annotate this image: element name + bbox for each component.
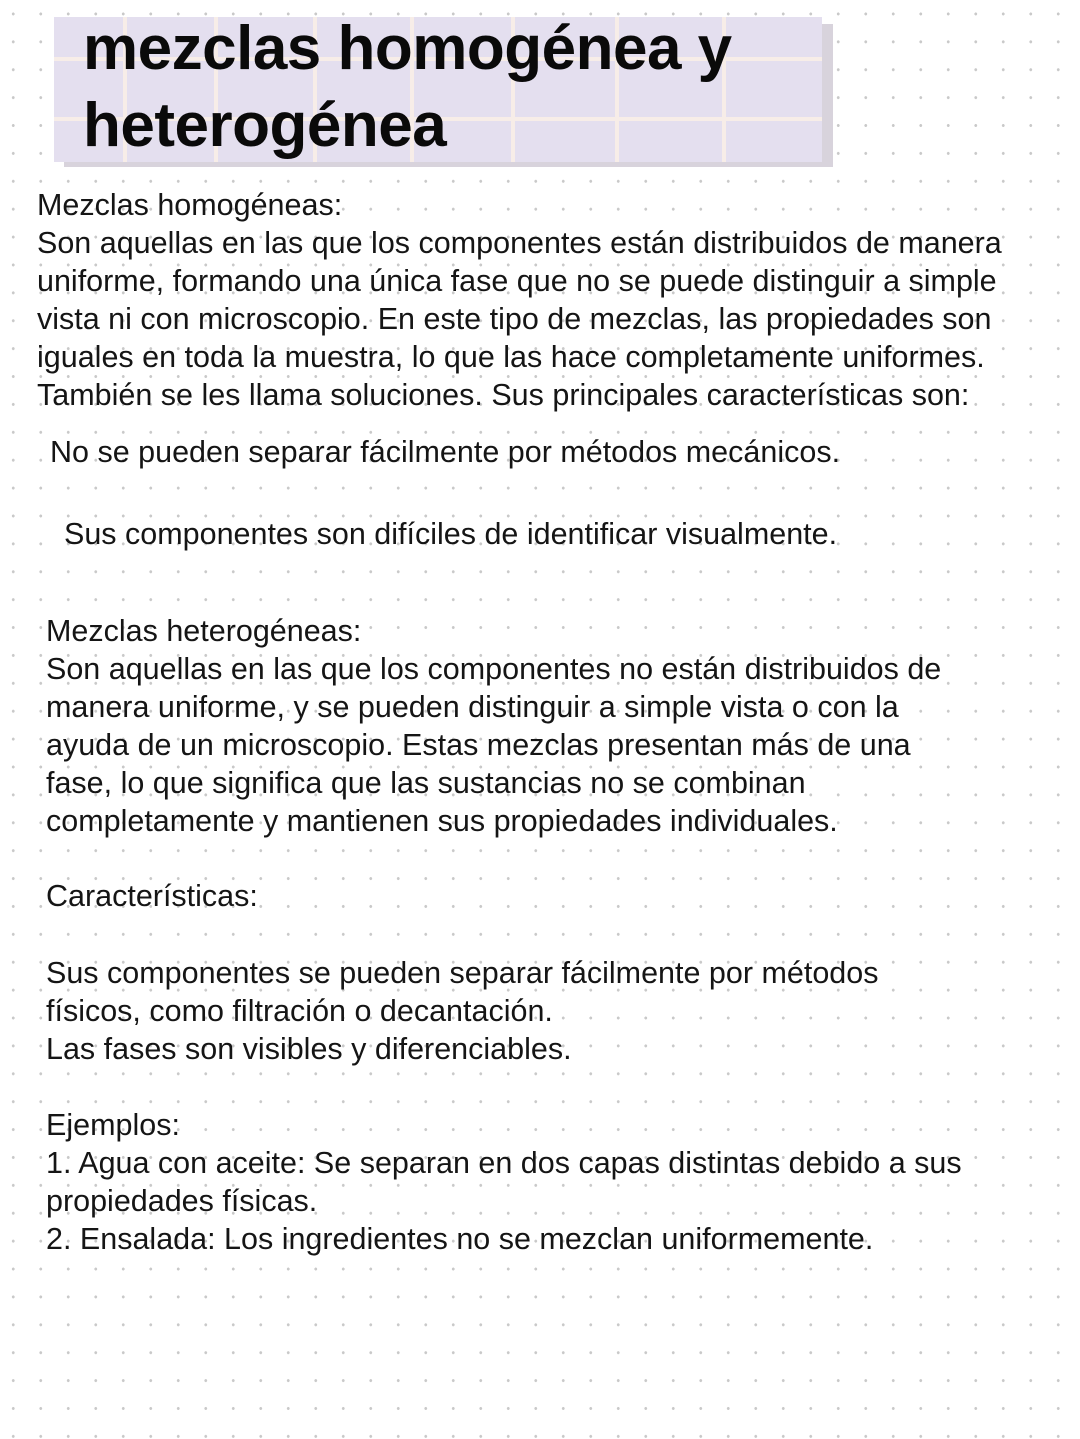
- characteristics-heading: Características:: [46, 879, 258, 913]
- heterogeneous-heading: Mezclas heterogéneas:: [46, 614, 362, 648]
- title-line-2: heterogénea: [83, 91, 447, 160]
- example-line: 2. Ensalada: Los ingredientes no se mezclan uniformemente.: [46, 1222, 874, 1256]
- example-line: 1. Agua con aceite: Se separan en dos capas distintas debido a sus: [46, 1146, 962, 1180]
- homogeneous-paragraph-line: uniforme, formando una única fase que no se puede distinguir a simple: [37, 264, 997, 298]
- heterogeneous-paragraph-line: fase, lo que significa que las sustancias no se combinan: [46, 766, 806, 800]
- example-line: propiedades físicas.: [46, 1184, 318, 1218]
- homogeneous-characteristic: No se pueden separar fácilmente por métodos mecánicos.: [50, 435, 841, 469]
- title-line-1: mezclas homogénea y: [83, 14, 732, 83]
- heterogeneous-paragraph-line: Son aquellas en las que los componentes no están distribuidos de: [46, 652, 942, 686]
- homogeneous-paragraph-line: También se les llama soluciones. Sus principales características son:: [37, 378, 970, 412]
- homogeneous-heading: Mezclas homogéneas:: [37, 188, 343, 222]
- heterogeneous-characteristic-line: Sus componentes se pueden separar fácilmente por métodos: [46, 956, 879, 990]
- heterogeneous-paragraph-line: ayuda de un microscopio. Estas mezclas presentan más de una: [46, 728, 911, 762]
- heterogeneous-paragraph-line: completamente y mantienen sus propiedades individuales.: [46, 804, 838, 838]
- heterogeneous-characteristic-line: físicos, como filtración o decantación.: [46, 994, 553, 1028]
- heterogeneous-characteristic-line: Las fases son visibles y diferenciables.: [46, 1032, 572, 1066]
- homogeneous-paragraph-line: vista ni con microscopio. En este tipo de mezclas, las propiedades son: [37, 302, 992, 336]
- homogeneous-paragraph-line: Son aquellas en las que los componentes están distribuidos de manera: [37, 226, 1002, 260]
- heterogeneous-paragraph-line: manera uniforme, y se pueden distinguir a simple vista o con la: [46, 690, 899, 724]
- examples-heading: Ejemplos:: [46, 1108, 180, 1142]
- homogeneous-characteristic: Sus componentes son difíciles de identificar visualmente.: [64, 517, 838, 551]
- page-title: [83, 10, 732, 164]
- homogeneous-paragraph-line: iguales en toda la muestra, lo que las hace completamente uniformes.: [37, 340, 985, 374]
